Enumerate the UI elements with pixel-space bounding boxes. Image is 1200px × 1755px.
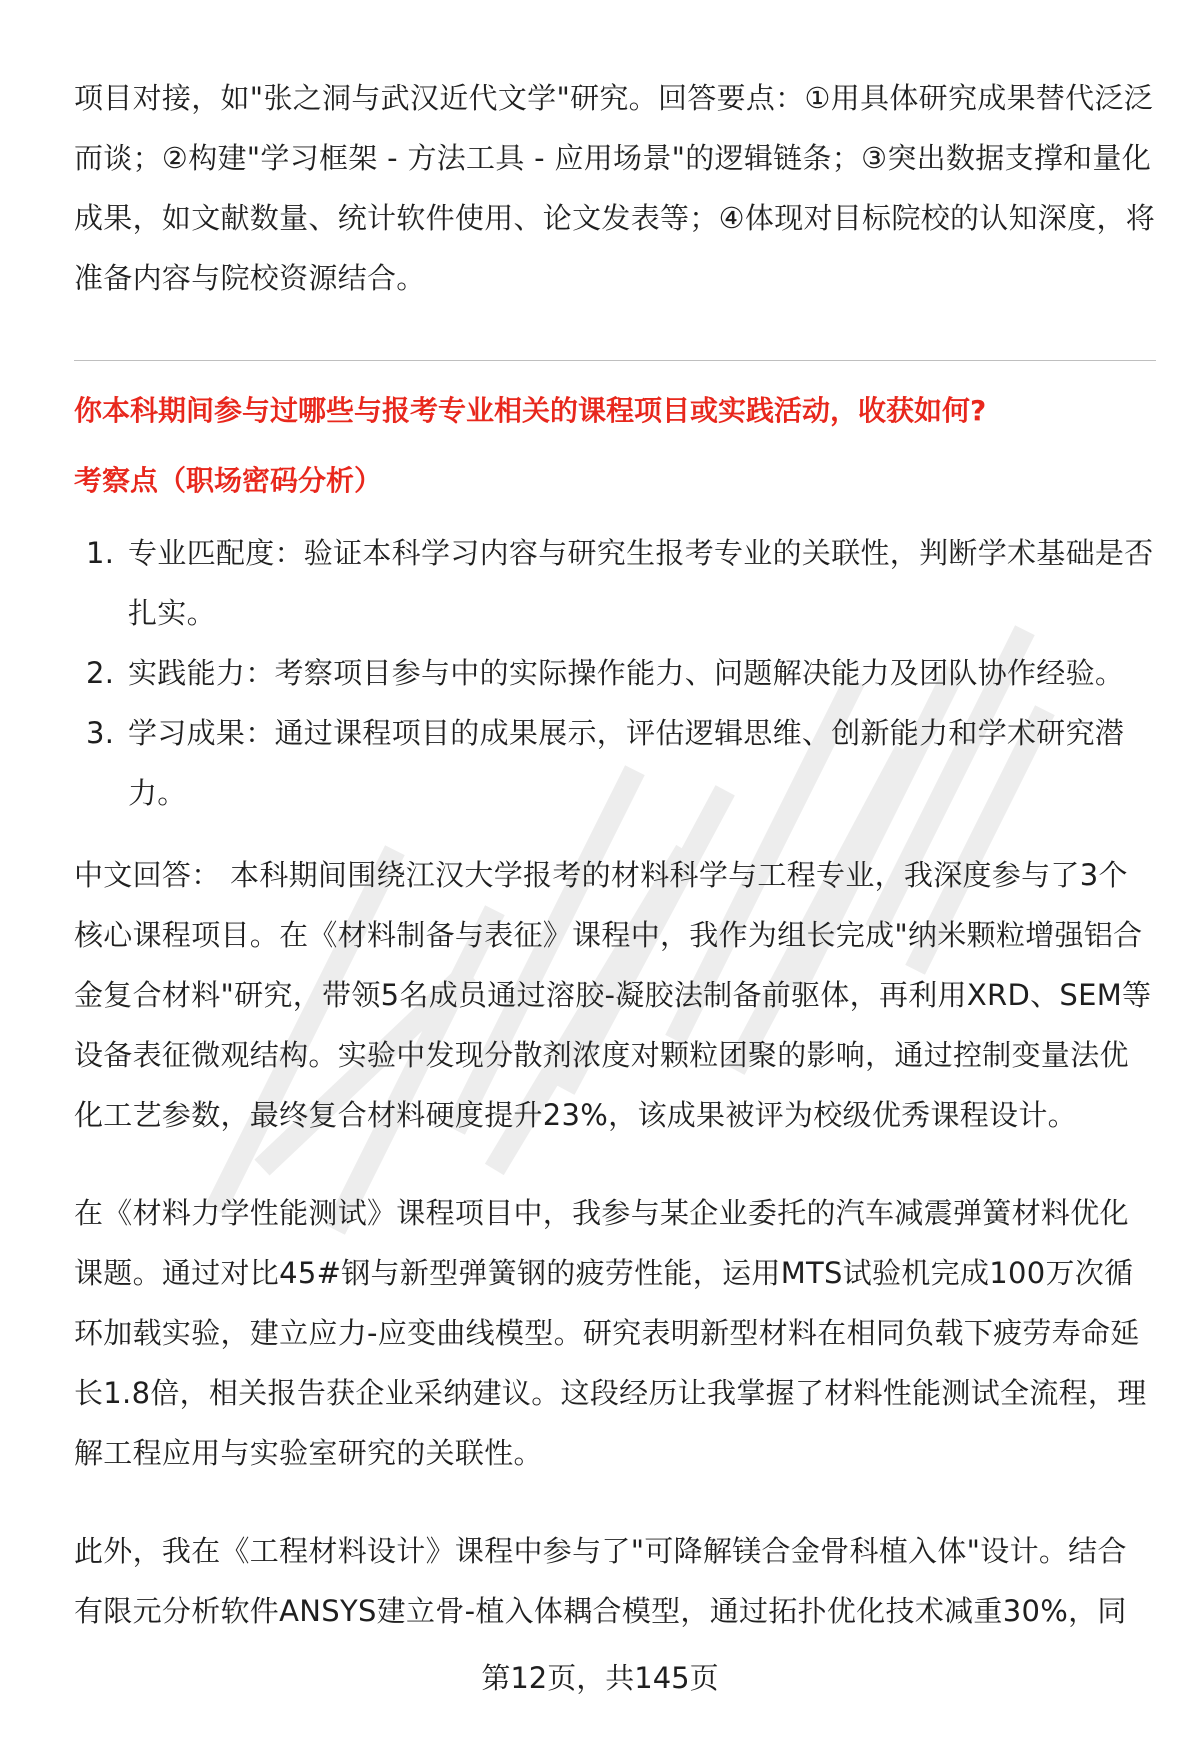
question-heading: 你本科期间参与过哪些与报考专业相关的课程项目或实践活动，收获如何? xyxy=(74,394,987,427)
answer-paragraph: 此外，我在《工程材料设计》课程中参与了"可降解镁合金骨科植入体"设计。结合有限元分析软件ANSYS建立骨-植入体耦合模型，通过拓扑优化技术减重30%，同 xyxy=(74,1534,1127,1628)
list-item xyxy=(74,703,1156,823)
answer-paragraph: 在《材料力学性能测试》课程项目中，我参与某企业委托的汽车减震弹簧材料优化课题。通过对比45#钢与新型弹簧钢的疲劳性能，运用MTS试验机完成100万次循环加载实验，建立应力-应变曲线模型。研究表明新型材料在相同负载下疲劳寿命延长1.8倍，相关报告获企业采纳建议。这段经历让我掌握了材料性能测试全流程，理解工程应用与实验室研究的关联性。 xyxy=(74,1196,1147,1470)
section-divider xyxy=(74,360,1156,361)
intro-paragraph: 项目对接，如"张之洞与武汉近代文学"研究。回答要点：①用具体研究成果替代泛泛而谈；②构建"学习框架 - 方法工具 - 应用场景"的逻辑链条；③突出数据支撑和量化成果，如文献数量、统计软件使用、论文发表等；④体现对目标院校的认知深度，将准备内容与院校资源结合。 xyxy=(74,81,1156,295)
document-body xyxy=(74,68,1156,1641)
list-item-text: 专业匹配度：验证本科学习内容与研究生报考专业的关联性，判断学术基础是否扎实。 xyxy=(128,536,1154,630)
list-item-number: 2. xyxy=(86,656,115,690)
page-number-footer: 第12页，共145页 xyxy=(481,1661,719,1695)
spacer xyxy=(74,823,1156,845)
answer-paragraph: 中文回答： 本科期间围绕江汉大学报考的材料科学与工程专业，我深度参与了3个核心课程项目。在《材料制备与表征》课程中，我作为组长完成"纳米颗粒增强铝合金复合材料"研究，带领5名成员通过溶胶-凝胶法制备前驱体，再利用XRD、SEM等设备表征微观结构。实验中发现分散剂浓度对颗粒团聚的影响，通过控制变量法优化工艺参数，最终复合材料硬度提升23%，该成果被评为校级优秀课程设计。 xyxy=(74,858,1152,1132)
spacer xyxy=(74,1145,1156,1183)
analysis-section-title: 考察点（职场密码分析） xyxy=(74,464,383,497)
list-item-number: 1. xyxy=(86,536,115,570)
list-item-text: 学习成果：通过课程项目的成果展示，评估逻辑思维、创新能力和学术研究潜力。 xyxy=(128,716,1125,810)
spacer xyxy=(74,1483,1156,1521)
list-item-text: 实践能力：考察项目参与中的实际操作能力、问题解决能力及团队协作经验。 xyxy=(128,656,1125,690)
list-item xyxy=(74,643,1156,703)
list-item xyxy=(74,523,1156,643)
list-item-number: 3. xyxy=(86,716,115,750)
analysis-points-list xyxy=(74,523,1156,823)
